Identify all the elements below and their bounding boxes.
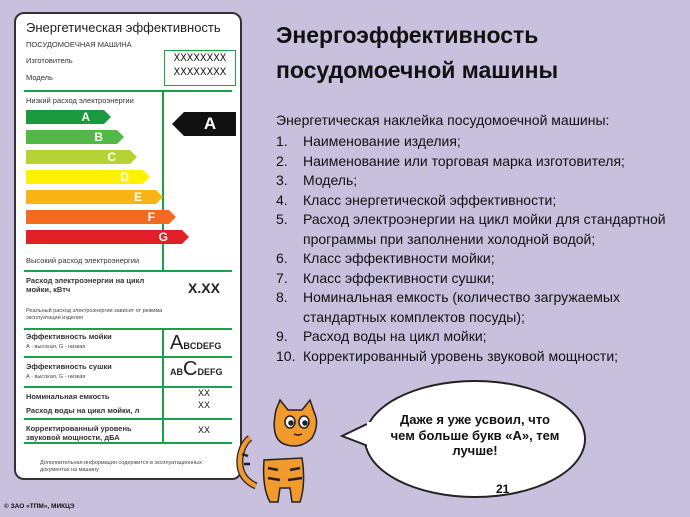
list-item [276, 249, 676, 269]
energy-bar-a: A [26, 110, 104, 124]
list-item-text: Корректированный уровень звуковой мощности; [303, 347, 619, 364]
list-item-number: 9. [276, 328, 288, 344]
list-item-text: Расход электроэнергии на цикл мойки для стандартной программы при заполнении холодной водой; [303, 211, 666, 247]
noise-value: XX [197, 426, 210, 437]
speech-bubble-tail [340, 418, 372, 452]
list-item-number: 7. [276, 269, 288, 286]
label-product: ПОСУДОМОЕЧНАЯ МАШИНА [26, 40, 132, 49]
divider [162, 328, 164, 442]
label-items-list [276, 132, 676, 366]
divider [162, 90, 164, 272]
divider [24, 270, 232, 272]
cat-illustration [228, 398, 348, 510]
model-label: Модель [26, 73, 53, 82]
capacity-value: XX [197, 389, 210, 400]
high-consumption-label: Высокий расход электроэнергии [26, 256, 140, 265]
dry-class-big: C [183, 358, 198, 380]
wash-class [170, 332, 240, 355]
page-title: Энергоэффективность посудомоечной машины [276, 22, 559, 83]
dry-class-pre: AB [170, 367, 183, 377]
divider [24, 418, 232, 420]
copyright: © ЗАО «ТПМ», МИКЦЭ [4, 503, 75, 510]
dry-class-rest: DEFG [197, 367, 223, 377]
list-item-text: Класс эффективности сушки; [303, 269, 495, 286]
list-item-text: Номинальная емкость (количество загружаемых стандартных комплектов посуды); [303, 289, 620, 325]
list-item [276, 269, 676, 289]
list-item-number: 6. [276, 250, 288, 266]
wash-class-rest: BCDEFG [183, 341, 222, 351]
wash-label: Эффективность мойки [26, 332, 112, 341]
list-item-text: Класс эффективности мойки; [303, 250, 495, 266]
divider [24, 328, 232, 330]
list-item-text: Расход воды на цикл мойки; [303, 328, 487, 344]
list-item [276, 347, 676, 367]
list-item [276, 132, 676, 152]
capacity-label: Номинальная емкость [26, 392, 110, 401]
list-item-text: Наименование изделия; [303, 133, 461, 149]
list-item [276, 191, 676, 211]
manufacturer-label: Изготовитель [26, 56, 73, 65]
water-value: XX [197, 401, 210, 412]
list-item-number: 1. [276, 133, 288, 149]
list-item-number: 5. [276, 211, 288, 227]
energy-class-badge: A [184, 112, 236, 136]
list-item-text: Наименование или торговая марка изготовителя; [303, 152, 625, 169]
manufacturer-model-box [164, 50, 236, 86]
energy-bar-d: D [26, 170, 143, 184]
page-number: 21 [496, 482, 510, 496]
list-item-number: 2. [276, 152, 288, 169]
water-label: Расход воды на цикл мойки, л [26, 406, 140, 415]
energy-bar-f: F [26, 210, 169, 224]
wash-sub: А - высокая, G - низкая [26, 344, 86, 350]
list-item-number: 3. [276, 172, 288, 188]
list-item-text: Класс энергетической эффективности; [303, 191, 557, 208]
energy-bar-c: C [26, 150, 130, 164]
energy-bar-e: E [26, 190, 156, 204]
model-value: XXXXXXXX [173, 67, 227, 79]
manufacturer-value: XXXXXXXX [173, 53, 227, 65]
list-item-number: 4. [276, 191, 288, 208]
list-item-text: Модель; [303, 172, 358, 188]
divider [24, 442, 232, 444]
speech-bubble-text: Даже я уже усвоил, что чем больше букв «А», тем лучше! [390, 412, 560, 458]
divider [24, 90, 232, 92]
low-consumption-label: Низкий расход электроэнергии [26, 96, 134, 105]
list-item [276, 327, 676, 347]
consumption-value: X.XX [188, 280, 220, 296]
energy-bar-b: B [26, 130, 117, 144]
list-item [276, 288, 676, 327]
dry-label: Эффективность сушки [26, 362, 112, 371]
list-item-number: 8. [276, 289, 288, 305]
dry-class [170, 358, 240, 381]
energy-label [14, 12, 242, 480]
list-item [276, 171, 676, 191]
extra-info: Дополнительная информация содержится в эксплуатационных документах на машину [40, 460, 202, 473]
wash-class-big: A [170, 332, 184, 354]
real-consumption-note: Реальный расход электроэнергии зависит от режима эксплуатации изделия [26, 308, 163, 321]
dry-sub: А - высокая, G - низкая [26, 374, 86, 380]
list-intro: Энергетическая наклейка посудомоечной машины: [276, 112, 610, 128]
noise-label: Корректированный уровень звуковой мощности, дБА [26, 424, 132, 442]
list-item-number: 10. [276, 347, 296, 364]
energy-bar-g: G [26, 230, 182, 244]
list-item [276, 152, 676, 172]
label-title: Энергетическая эффективность [26, 20, 221, 35]
divider [24, 386, 232, 388]
consumption-label: Расход электроэнергии на цикл мойки, кВтч [26, 276, 145, 294]
list-item [276, 210, 676, 249]
